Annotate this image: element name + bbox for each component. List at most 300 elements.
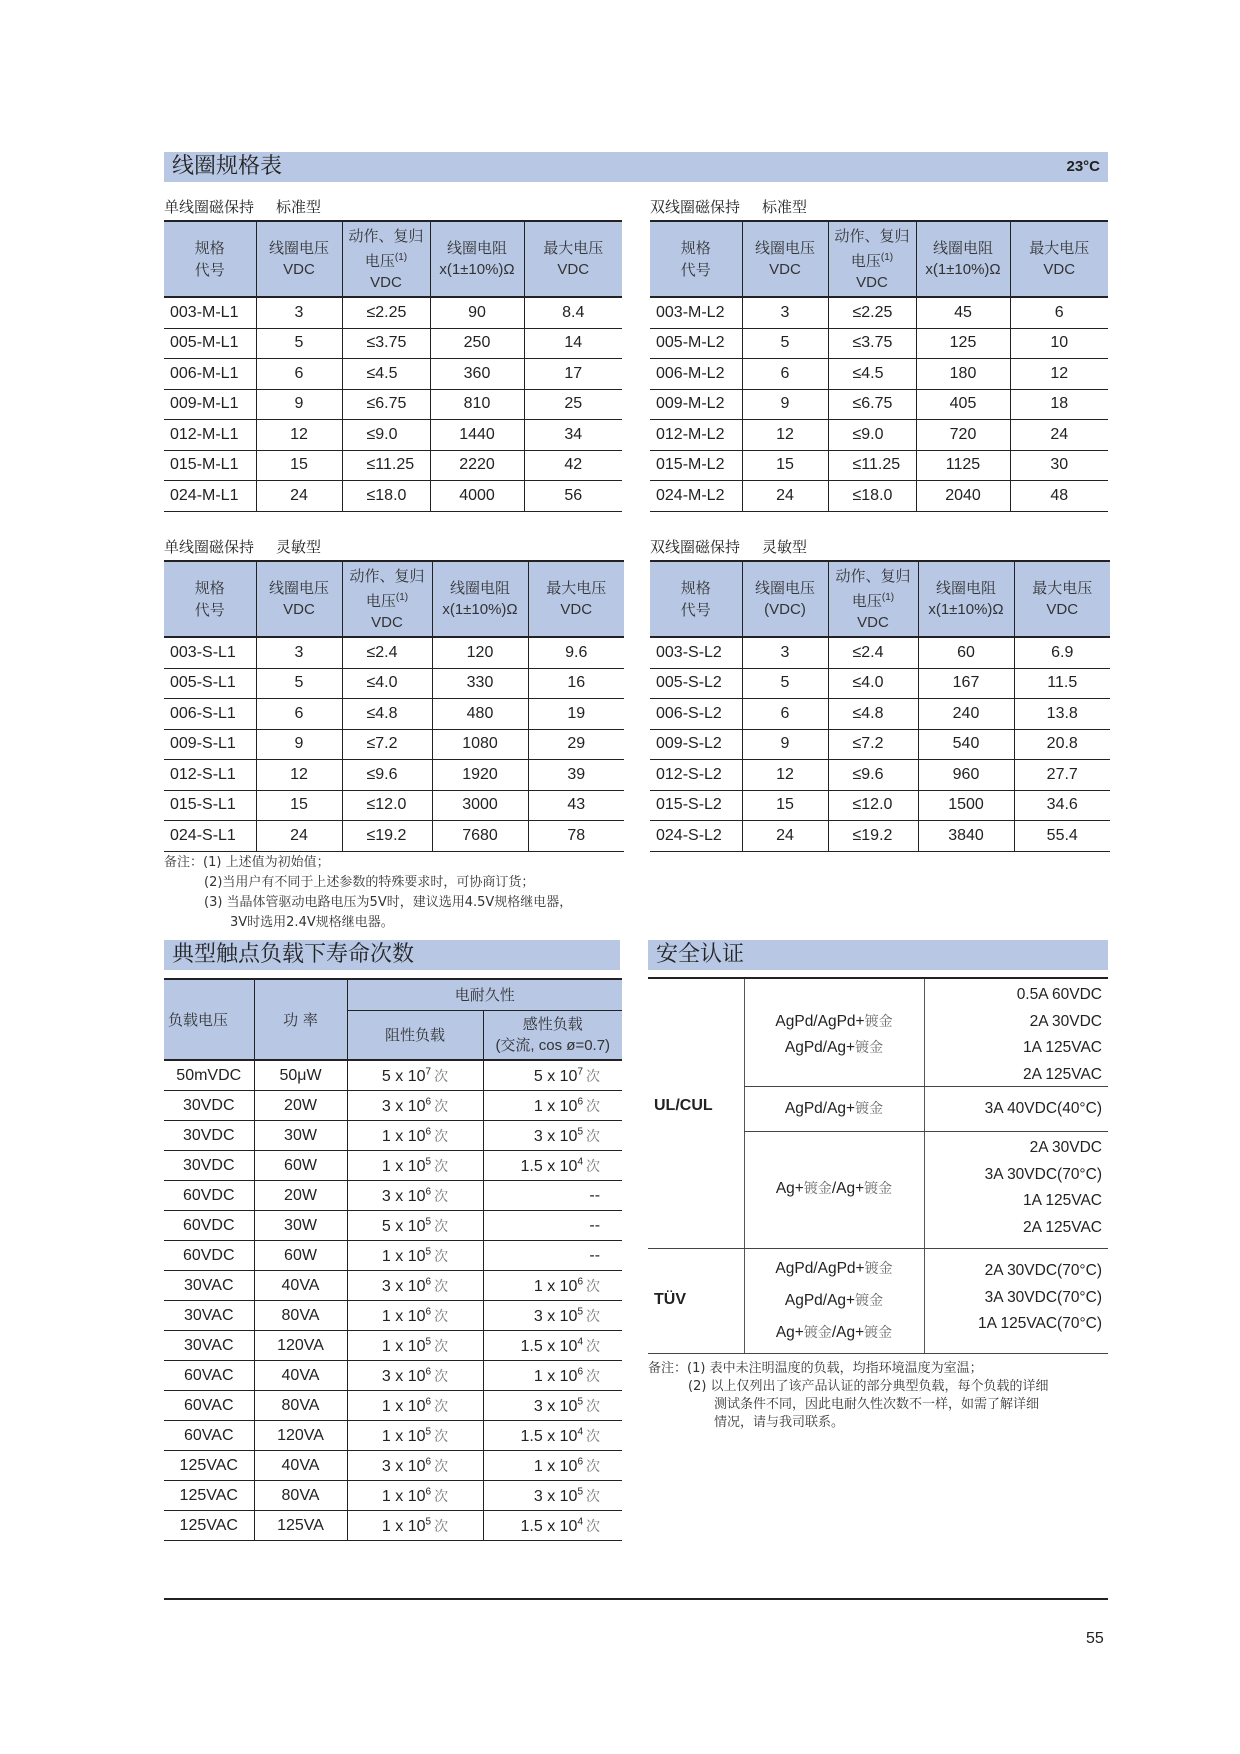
count-exponent: 5 [425,1336,432,1348]
note-item: (1) 表中未注明温度的负载，均指环境温度为室温； [687,1361,983,1376]
table-cell: 42 [524,450,622,481]
table-cell: 15 [742,790,828,821]
table-cell [347,1451,483,1481]
count-mantissa: 3 x 10 [381,1277,426,1295]
table-cell: 20W [254,1091,347,1121]
coil-spec-table-single-standard [164,220,622,512]
table-cell: 3000 [432,790,528,821]
table-cell: 4000 [430,481,524,512]
table-row [164,1481,622,1511]
header-line: 代号 [194,601,225,619]
rating-item: 2A 30VDC [1029,1139,1102,1156]
header-line: 动作、复归 [834,226,910,245]
header-line: VDC [370,273,402,291]
count-unit: 次 [434,1128,449,1145]
table-cell [483,1241,622,1271]
table-cell: 3 [256,297,342,328]
temperature-label: 23°C [1066,158,1100,175]
table-cell: 167 [918,668,1014,699]
note-item: 情况，请与我司联系。 [714,1415,845,1430]
table-row [650,637,1110,668]
table-cell [483,1511,622,1541]
table-cell [347,1361,483,1391]
count-mantissa: 1 x 10 [381,1517,426,1535]
table-row [650,420,1108,451]
header-power: 功 率 [254,979,347,1060]
header-line: x(1±10%)Ω [439,261,515,278]
table-cell: ≤6.75 [828,389,916,420]
table-cell: ≤18.0 [828,481,916,512]
table-row [164,1451,622,1481]
table-cell: 50mVDC [164,1060,254,1091]
rating-item: 1A 125VAC [1023,1192,1102,1209]
count-exponent: 5 [425,1216,432,1228]
count-exponent: 6 [425,1276,432,1288]
table-cell: 30VDC [164,1121,254,1151]
table-row [164,1091,622,1121]
table-cell: 25 [524,389,622,420]
table-cell: 003-S-L2 [650,637,742,668]
table-cell: 19 [528,699,624,730]
table-cell: 015-M-L2 [650,450,742,481]
table-cell: 009-S-L2 [650,729,742,760]
count-exponent: 5 [577,1486,584,1498]
table-row [164,1391,622,1421]
header-line: VDC [857,613,889,631]
count-exponent: 6 [425,1366,432,1378]
count-mantissa: 5 x 10 [381,1067,426,1085]
table-row [650,668,1110,699]
table-cell: 7680 [432,821,528,852]
table-cell: 12 [256,420,342,451]
table-cell: 80VA [254,1481,347,1511]
header-line: 线圈电压 [268,239,329,257]
count-exponent: 5 [425,1516,432,1528]
table-cell: ≤2.25 [828,297,916,328]
table-cell: 006-M-L2 [650,359,742,390]
count-unit: 次 [586,1518,601,1535]
table-row [164,1121,622,1151]
table-cell: 60VDC [164,1211,254,1241]
header-cell [1010,221,1108,297]
cert-ratings [924,1258,1102,1338]
count-exponent: 6 [577,1456,584,1468]
table-cell [483,1301,622,1331]
footnote-marker: (1) [394,251,408,263]
table-row [164,1241,622,1271]
header-cell [342,561,432,637]
table-cell: 18 [1010,389,1108,420]
table-row [164,1060,622,1091]
header-line: 规格 [680,239,711,257]
header-cell [828,561,918,637]
table-cell: 006-S-L1 [164,699,256,730]
count-mantissa: 1 x 10 [381,1337,426,1355]
cert-materials [744,1176,924,1202]
count-mantissa: 1 x 10 [381,1157,426,1175]
material-item: AgPd/Ag+镀金 [784,1100,884,1117]
table-row [164,450,622,481]
table-cell: 40VA [254,1361,347,1391]
count-exponent: 6 [577,1366,584,1378]
table-cell: 480 [432,699,528,730]
note-item: (1) 上述值为初始值； [203,855,330,870]
count-mantissa: 1 x 10 [381,1127,426,1145]
count-unit: 次 [586,1278,601,1295]
coil-spec-table-dual-sensitive [650,560,1110,852]
table-cell: 24 [1010,420,1108,451]
table-cell: 120VA [254,1331,347,1361]
count-mantissa: 3 x 10 [381,1367,426,1385]
count-unit: 次 [434,1188,449,1205]
header-cell [430,221,524,297]
safety-title: 安全认证 [656,942,745,967]
table-row [650,699,1110,730]
table-cell: 78 [528,821,624,852]
count-mantissa: 1.5 x 10 [520,1337,578,1355]
table-row [164,297,622,328]
header-cell [528,561,624,637]
material-item: AgPd/Ag+镀金 [784,1039,884,1056]
footer-divider [164,1598,1108,1600]
rating-item: 3A 40VDC(40°C) [984,1100,1102,1117]
table-cell: 540 [918,729,1014,760]
table-cell [483,1211,622,1241]
table-row [650,389,1108,420]
table-row [164,1421,622,1451]
header-line: x(1±10%)Ω [442,601,518,618]
table-cell: 2040 [916,481,1010,512]
count-mantissa: 1.5 x 10 [520,1427,578,1445]
table-cell: 6 [742,699,828,730]
count-exponent: 5 [425,1246,432,1258]
table-subtitle [650,196,807,217]
count-mantissa: 3 x 10 [533,1127,578,1145]
table-cell: 48 [1010,481,1108,512]
table-row [164,328,622,359]
table-cell: 20.8 [1014,729,1110,760]
table-row [164,1511,622,1541]
count-unit: 次 [434,1458,449,1475]
header-cell [524,221,622,297]
count-unit: 次 [586,1338,601,1355]
table-cell: ≤4.5 [342,359,430,390]
table-cell: 12 [742,760,828,791]
cert-label-ul-cul: UL/CUL [654,1097,713,1114]
table-cell: 30W [254,1211,347,1241]
count-unit: 次 [586,1068,601,1085]
count-exponent: 6 [425,1306,432,1318]
table-row [650,481,1108,512]
coil-spec-header-band [164,152,1108,182]
count-unit: 次 [434,1488,449,1505]
table-cell [347,1241,483,1271]
table-row [164,637,624,668]
count-unit: 次 [586,1458,601,1475]
table-cell: 27.7 [1014,760,1110,791]
header-line: 最大电压 [546,579,607,597]
header-inductive-line1: 感性负载 [522,1014,583,1033]
table-row [650,760,1110,791]
count-exponent: 6 [425,1456,432,1468]
table-cell [347,1481,483,1511]
header-line: 动作、复归 [348,226,424,245]
table-cell: ≤4.5 [828,359,916,390]
header-line: VDC [560,601,593,618]
table-cell [483,1391,622,1421]
table-cell: 9 [256,729,342,760]
count-mantissa: 3 x 10 [533,1487,578,1505]
header-text: 电压 [364,251,395,270]
subtitle-coil-type: 单线圈磁保持 [164,538,255,556]
header-cell [256,561,342,637]
table-cell: ≤2.4 [342,637,432,668]
subtitle-coil-type: 双线圈磁保持 [650,198,741,216]
note-item: 3V时选用2.4V规格继电器。 [230,915,394,930]
table-cell: 180 [916,359,1010,390]
header-line: VDC [283,261,315,278]
table-row [164,821,624,852]
notes-label: 备注： [164,855,204,870]
table-cell: 125VAC [164,1451,254,1481]
header-line: 线圈电阻 [446,239,507,257]
table-cell: 330 [432,668,528,699]
table-row [164,1181,622,1211]
safety-cert-table [648,977,1108,1354]
table-cell: 80VA [254,1391,347,1421]
table-cell: 60VDC [164,1241,254,1271]
table-row [164,1211,622,1241]
rating-item: 3A 30VDC(70°C) [984,1165,1102,1183]
subtitle-variant: 标准型 [276,198,322,216]
table-cell [483,1091,622,1121]
table-cell: ≤4.8 [342,699,432,730]
table-cell: 15 [256,790,342,821]
subtitle-coil-type: 双线圈磁保持 [650,538,741,556]
count-unit: 次 [434,1518,449,1535]
table-cell: ≤4.8 [828,699,918,730]
count-mantissa: 3 x 10 [381,1457,426,1475]
count-exponent: 5 [577,1306,584,1318]
table-cell: 1125 [916,450,1010,481]
header-line: VDC [371,613,403,631]
header-line: 动作、复归 [835,566,911,585]
table-cell: 50μW [254,1060,347,1091]
count-exponent: 5 [425,1426,432,1438]
table-cell [483,1361,622,1391]
count-unit: 次 [434,1428,449,1445]
header-line: 线圈电压 [268,579,329,597]
table-row [650,450,1108,481]
table-cell: 12 [1010,359,1108,390]
table-cell [483,1060,622,1091]
table-cell: 9 [256,389,342,420]
header-text: 电压 [365,591,396,610]
count-unit: 次 [434,1068,449,1085]
table-cell: 24 [742,821,828,852]
count-exponent: 6 [425,1396,432,1408]
header-inductive-line2: (交流, cos ø=0.7) [495,1036,611,1054]
table-cell [347,1421,483,1451]
table-cell: 240 [918,699,1014,730]
table-cell: 30VAC [164,1331,254,1361]
coil-spec-title: 线圈规格表 [172,154,283,179]
rating-item: 1A 125VAC(70°C) [978,1315,1102,1332]
table-cell: ≤2.25 [342,297,430,328]
table-row [164,1271,622,1301]
header-line: 代号 [194,261,225,279]
table-cell: 2220 [430,450,524,481]
table-cell: 250 [430,328,524,359]
rating-item: 2A 30VDC [1029,1012,1102,1030]
count-mantissa: 5 x 10 [381,1217,426,1235]
header-cell [918,561,1014,637]
count-unit: 次 [434,1248,449,1265]
count-exponent: 6 [425,1126,432,1138]
table-row [650,821,1110,852]
table-cell: 14 [524,328,622,359]
table-cell: 005-M-L1 [164,328,256,359]
table-bottom-border [648,1353,1108,1354]
table-row [650,729,1110,760]
header-line: 代号 [680,261,711,279]
count-unit: 次 [434,1368,449,1385]
rating-item: 3A 30VDC(70°C) [984,1288,1102,1306]
safety-notes [648,1360,1118,1432]
table-cell: 10 [1010,328,1108,359]
header-cell [742,561,828,637]
header-line: VDC [856,273,888,291]
count-unit: 次 [434,1098,449,1115]
table-cell: 30 [1010,450,1108,481]
count-unit: 次 [586,1428,601,1445]
table-cell: 125VAC [164,1481,254,1511]
table-row [164,1361,622,1391]
header-line [343,247,430,272]
count-exponent: 6 [425,1486,432,1498]
footnote-marker: (1) [880,251,894,263]
table-row [164,359,622,390]
rating-item: 0.5A 60VDC [1016,986,1102,1003]
table-cell [483,1331,622,1361]
count-unit: 次 [586,1098,601,1115]
table-cell: 56 [524,481,622,512]
cert-materials [744,1009,924,1061]
table-cell: 405 [916,389,1010,420]
table-cell: 125 [916,328,1010,359]
table-cell: 012-M-L1 [164,420,256,451]
table-cell: 43 [528,790,624,821]
table-subtitle [164,536,321,557]
table-cell: ≤3.75 [342,328,430,359]
header-cell [164,561,256,637]
table-cell: 024-M-L2 [650,481,742,512]
table-subtitle [650,536,807,557]
table-cell: 005-S-L2 [650,668,742,699]
header-cell [342,221,430,297]
table-cell: ≤3.75 [828,328,916,359]
count-exponent: 7 [425,1066,432,1078]
count-unit: 次 [434,1218,449,1235]
count-exponent: 5 [425,1156,432,1168]
page-number: 55 [1086,1630,1104,1647]
table-cell: 40VA [254,1271,347,1301]
count-mantissa: 1.5 x 10 [520,1517,578,1535]
table-cell: 30VDC [164,1091,254,1121]
table-cell: ≤11.25 [828,450,916,481]
header-cell [1014,561,1110,637]
table-cell: ≤2.4 [828,637,918,668]
table-cell: 3840 [918,821,1014,852]
table-cell: ≤9.6 [828,760,918,791]
count-mantissa: 1 x 10 [533,1457,578,1475]
table-row [650,790,1110,821]
rating-item: 1A 125VAC [1023,1039,1102,1056]
table-cell [347,1091,483,1121]
count-mantissa: 3 x 10 [533,1397,578,1415]
subtitle-variant: 标准型 [762,198,808,216]
table-cell: 015-S-L1 [164,790,256,821]
count-mantissa: 3 x 10 [381,1187,426,1205]
table-row [164,1331,622,1361]
table-cell: 810 [430,389,524,420]
table-cell: 16 [528,668,624,699]
coil-spec-notes [164,853,624,933]
header-line: 线圈电阻 [932,239,993,257]
count-exponent: 7 [577,1066,584,1078]
table-cell [483,1151,622,1181]
count-unit: 次 [434,1338,449,1355]
table-cell: 6 [256,359,342,390]
table-cell: 90 [430,297,524,328]
note-item: (2)当用户有不同于上述参数的特殊要求时，可协商订货； [204,875,535,890]
header-text: 电压 [850,251,881,270]
count-mantissa: 1 x 10 [381,1247,426,1265]
table-cell: 60W [254,1151,347,1181]
count-unit: 次 [586,1158,601,1175]
table-cell [347,1060,483,1091]
table-cell: 12 [742,420,828,451]
count-mantissa: 1 x 10 [533,1277,578,1295]
table-cell: 55.4 [1014,821,1110,852]
header-cell [828,221,916,297]
count-unit: 次 [586,1488,601,1505]
header-line: 线圈电阻 [449,579,510,597]
count-mantissa: 3 x 10 [533,1307,578,1325]
count-mantissa: 1 x 10 [381,1397,426,1415]
cert-ratings [924,1096,1102,1123]
count-exponent: 4 [577,1426,584,1438]
table-row [164,760,624,791]
table-cell: 39 [528,760,624,791]
header-text: 电压 [851,591,882,610]
header-line [829,587,918,612]
header-cell [256,221,342,297]
cert-ratings [924,1135,1102,1241]
header-cell [650,221,742,297]
subtitle-variant: 灵敏型 [762,538,808,556]
header-line: 最大电压 [1032,579,1093,597]
table-cell: 125VAC [164,1511,254,1541]
header-line: (VDC) [764,601,806,618]
header-cell [650,561,742,637]
table-cell: 006-S-L2 [650,699,742,730]
count-mantissa: 1 x 10 [533,1367,578,1385]
table-cell: 5 [256,668,342,699]
header-line: VDC [557,261,590,278]
table-cell: 6 [256,699,342,730]
table-cell: 15 [256,450,342,481]
